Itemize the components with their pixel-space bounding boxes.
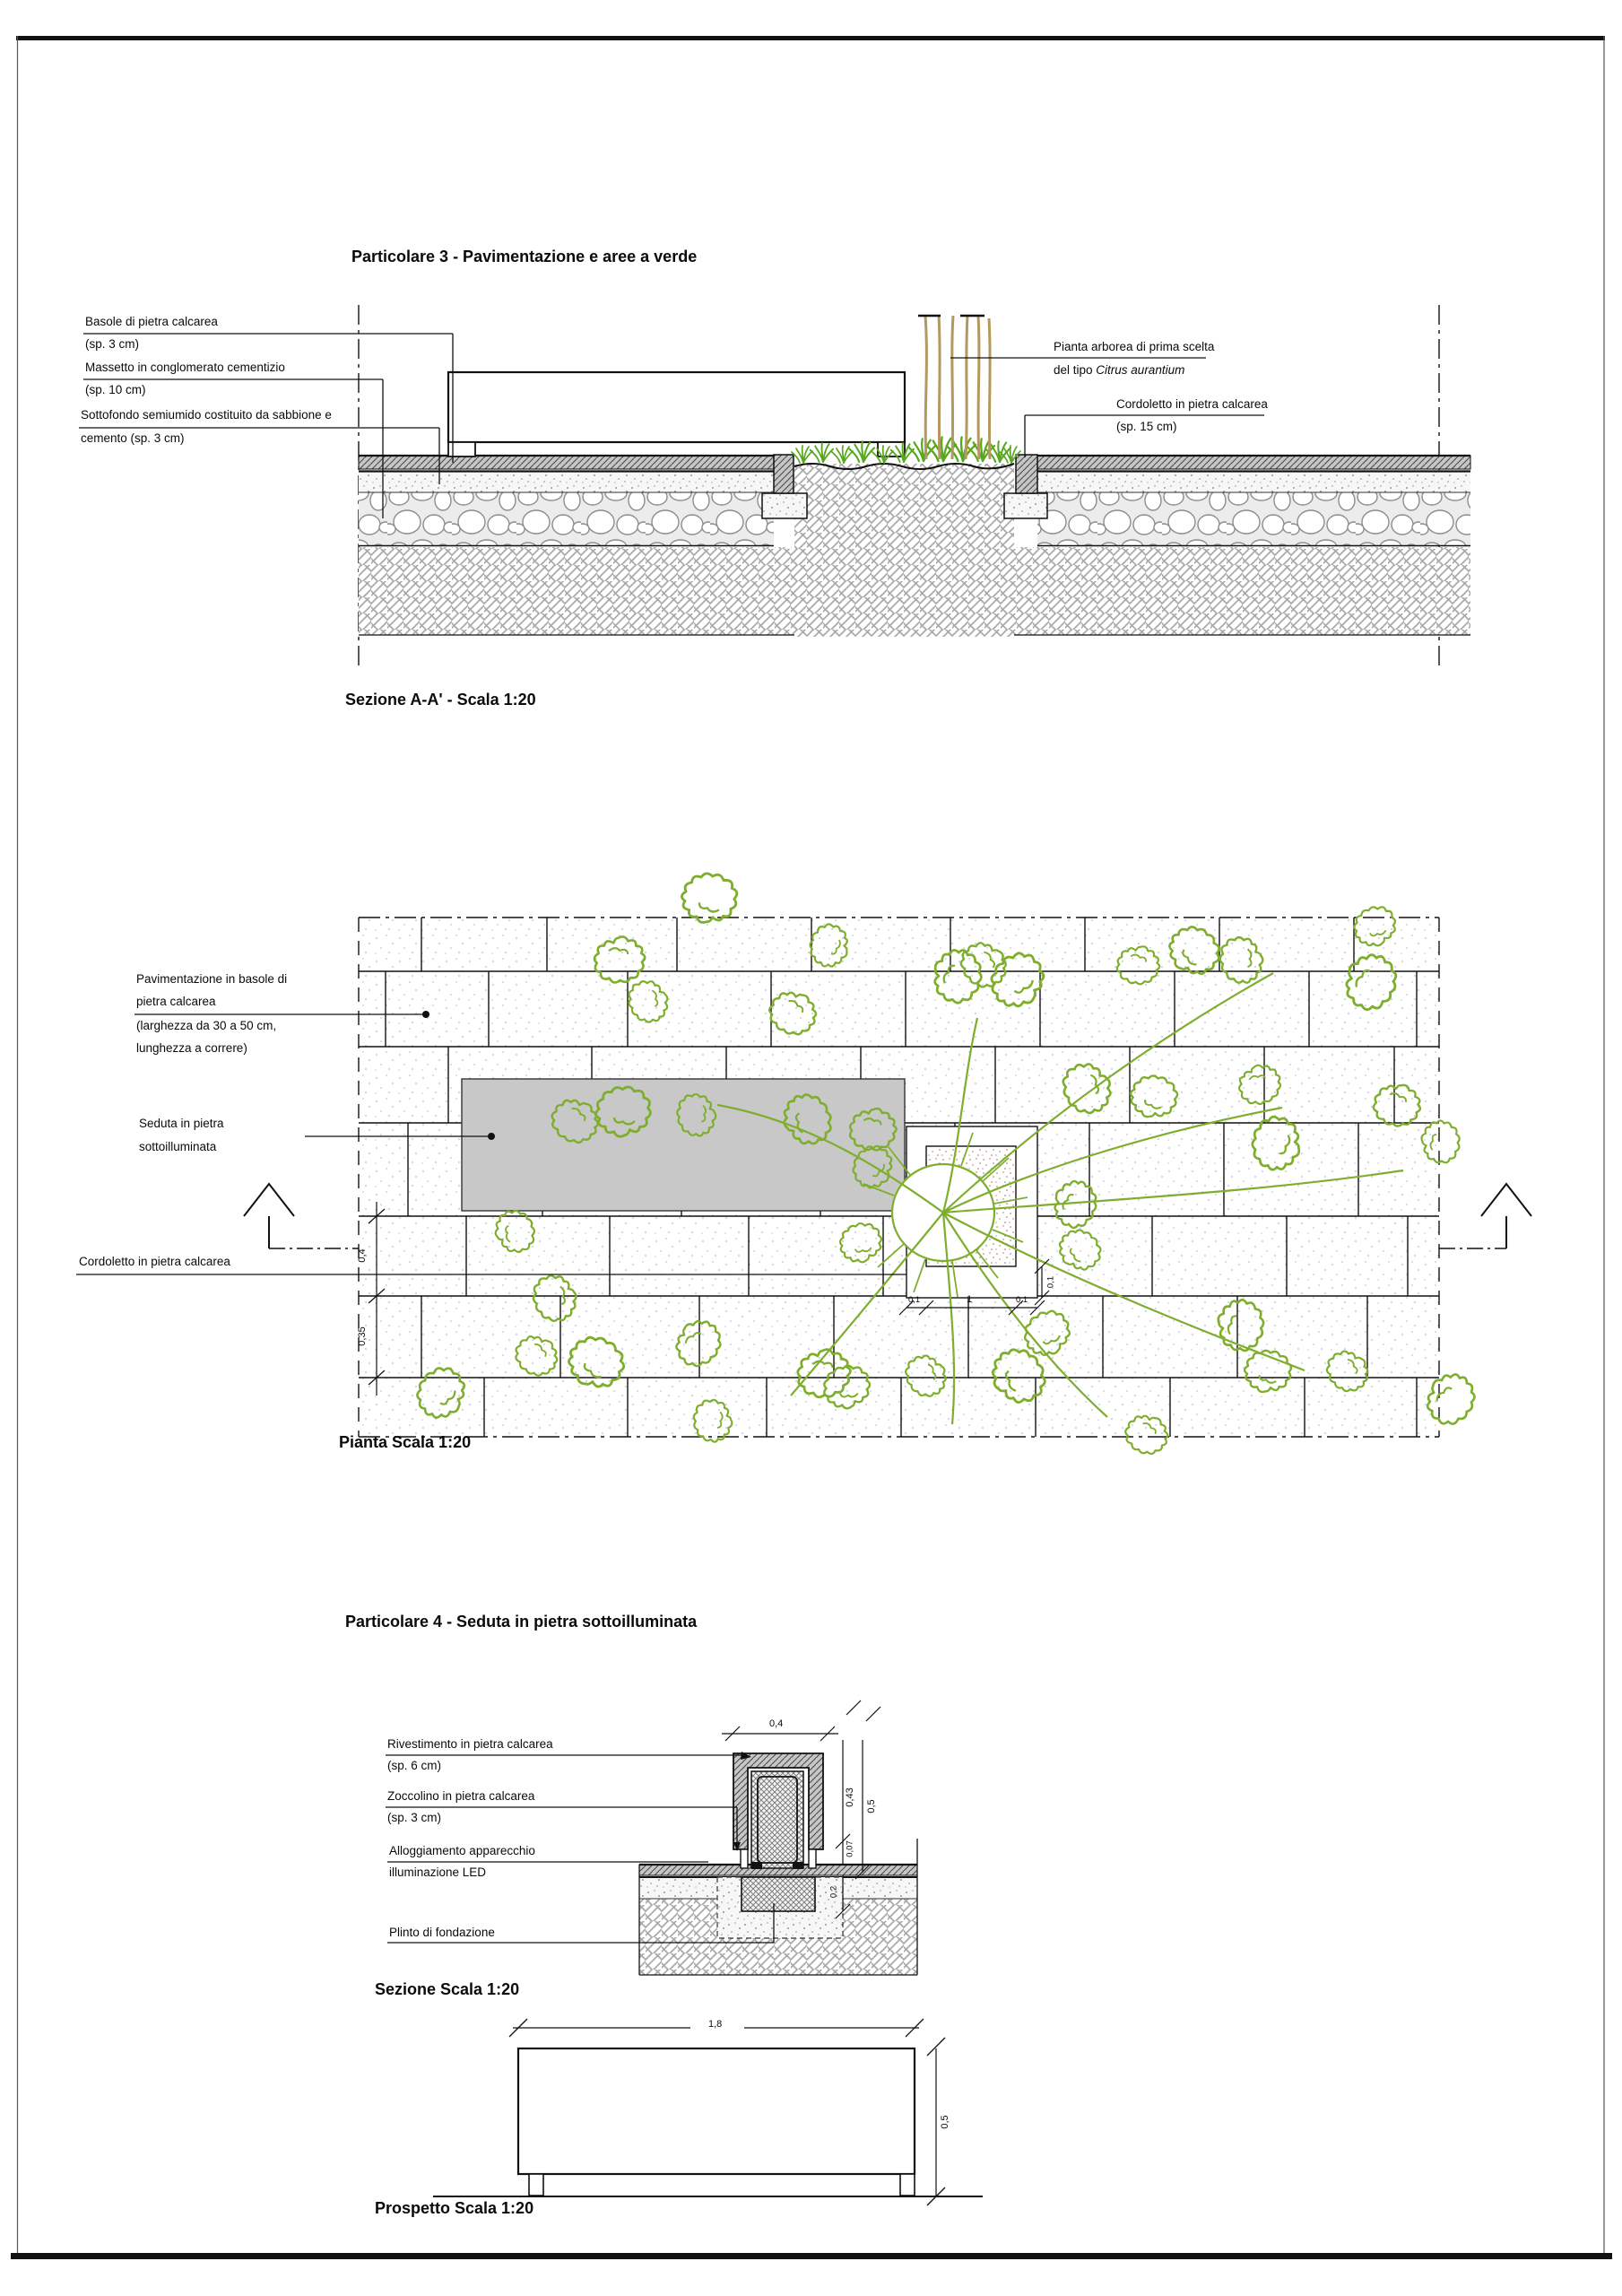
plan-drawing [76,865,1531,1463]
label-rivestimento: Rivestimento in pietra calcarea [387,1737,553,1751]
dim-total-height: 0,5 [866,1799,877,1813]
label-seduta-2: sottoilluminata [139,1140,217,1153]
foundation-plinth [717,1877,843,1938]
label-massetto: Massetto in conglomerato cementizio [85,361,285,374]
detail4-sezione-caption: Sezione Scala 1:20 [375,1980,520,1998]
section-aa-caption: Sezione A-A' - Scala 1:20 [345,691,536,709]
dim-depth: 0,2 [828,1885,839,1899]
dim-reveal: 0,07 [845,1840,855,1857]
bench-front-view [518,2048,915,2174]
label-alloggiamento-1: Alloggiamento apparecchio [389,1844,535,1857]
label-pavimentazione-3: (larghezza da 30 a 50 cm, [136,1019,277,1032]
label-zoccolino-sp: (sp. 3 cm) [387,1811,442,1824]
seat-plan [462,1079,905,1211]
label-massetto-sp: (sp. 10 cm) [85,383,146,396]
detail4-title: Particolare 4 - Seduta in pietra sottoilluminata [345,1613,698,1631]
label-plinto: Plinto di fondazione [389,1926,495,1939]
dim-front-width: 1,8 [708,2019,723,2030]
label-pavimentazione-4: lunghezza a correre) [136,1041,247,1055]
label-pavimentazione-2: pietra calcarea [136,995,216,1008]
pavement-right [1037,456,1470,546]
seat-detail [733,1753,823,1869]
dim-bed-left: 0,1 [908,1295,921,1305]
label-rivestimento-sp: (sp. 6 cm) [387,1759,442,1772]
label-cordoletto-sezione: Cordoletto in pietra calcarea [1116,397,1268,411]
label-pianta-arborea-tipo: del tipo Citrus aurantium [1054,363,1185,377]
plan-caption: Pianta Scala 1:20 [339,1433,472,1451]
label-cordoletto-sezione-sp: (sp. 15 cm) [1116,420,1177,433]
pavement-left [359,456,774,546]
detail3-title: Particolare 3 - Pavimentazione e aree a verde [351,248,698,265]
dim-front-height: 0,5 [940,2115,950,2129]
label-zoccolino: Zoccolino in pietra calcarea [387,1789,535,1803]
label-pianta-arborea: Pianta arborea di prima scelta [1054,340,1215,353]
dim-bed-right: 0,1 [1016,1295,1028,1305]
label-basole: Basole di pietra calcarea [85,315,218,328]
dim-seat-height: 0,43 [845,1787,855,1807]
dim-top-width: 0,4 [769,1718,784,1729]
label-sottofondo-sp: cemento (sp. 3 cm) [81,431,185,445]
section-aa-drawing [79,305,1470,671]
led-housing-left [751,1862,762,1869]
label-pavimentazione-1: Pavimentazione in basole di [136,972,288,986]
label-alloggiamento-2: illuminazione LED [389,1866,487,1879]
label-sottofondo: Sottofondo semiumido costituito da sabbione e [81,408,332,422]
dim-bed-width: 1 [967,1294,973,1305]
bench-section [448,372,905,457]
planting-bed-section [794,464,1014,637]
detail4-prospetto-caption: Prospetto Scala 1:20 [375,2199,534,2217]
dim-course-a: 0,4 [357,1248,368,1263]
label-basole-sp: (sp. 3 cm) [85,337,140,351]
detail4-prospetto-drawing [433,2019,983,2205]
section-cut-arrow-left-icon [244,1184,359,1248]
led-housing-right [793,1862,803,1869]
dim-course-b: 0,35 [357,1326,368,1346]
section-cut-arrow-right-icon [1439,1184,1531,1248]
label-cordoletto-pianta: Cordoletto in pietra calcarea [79,1255,230,1268]
dim-bed-strip: 0,1 [1045,1275,1056,1289]
label-seduta-1: Seduta in pietra [139,1117,224,1130]
plant-stems [925,316,990,459]
